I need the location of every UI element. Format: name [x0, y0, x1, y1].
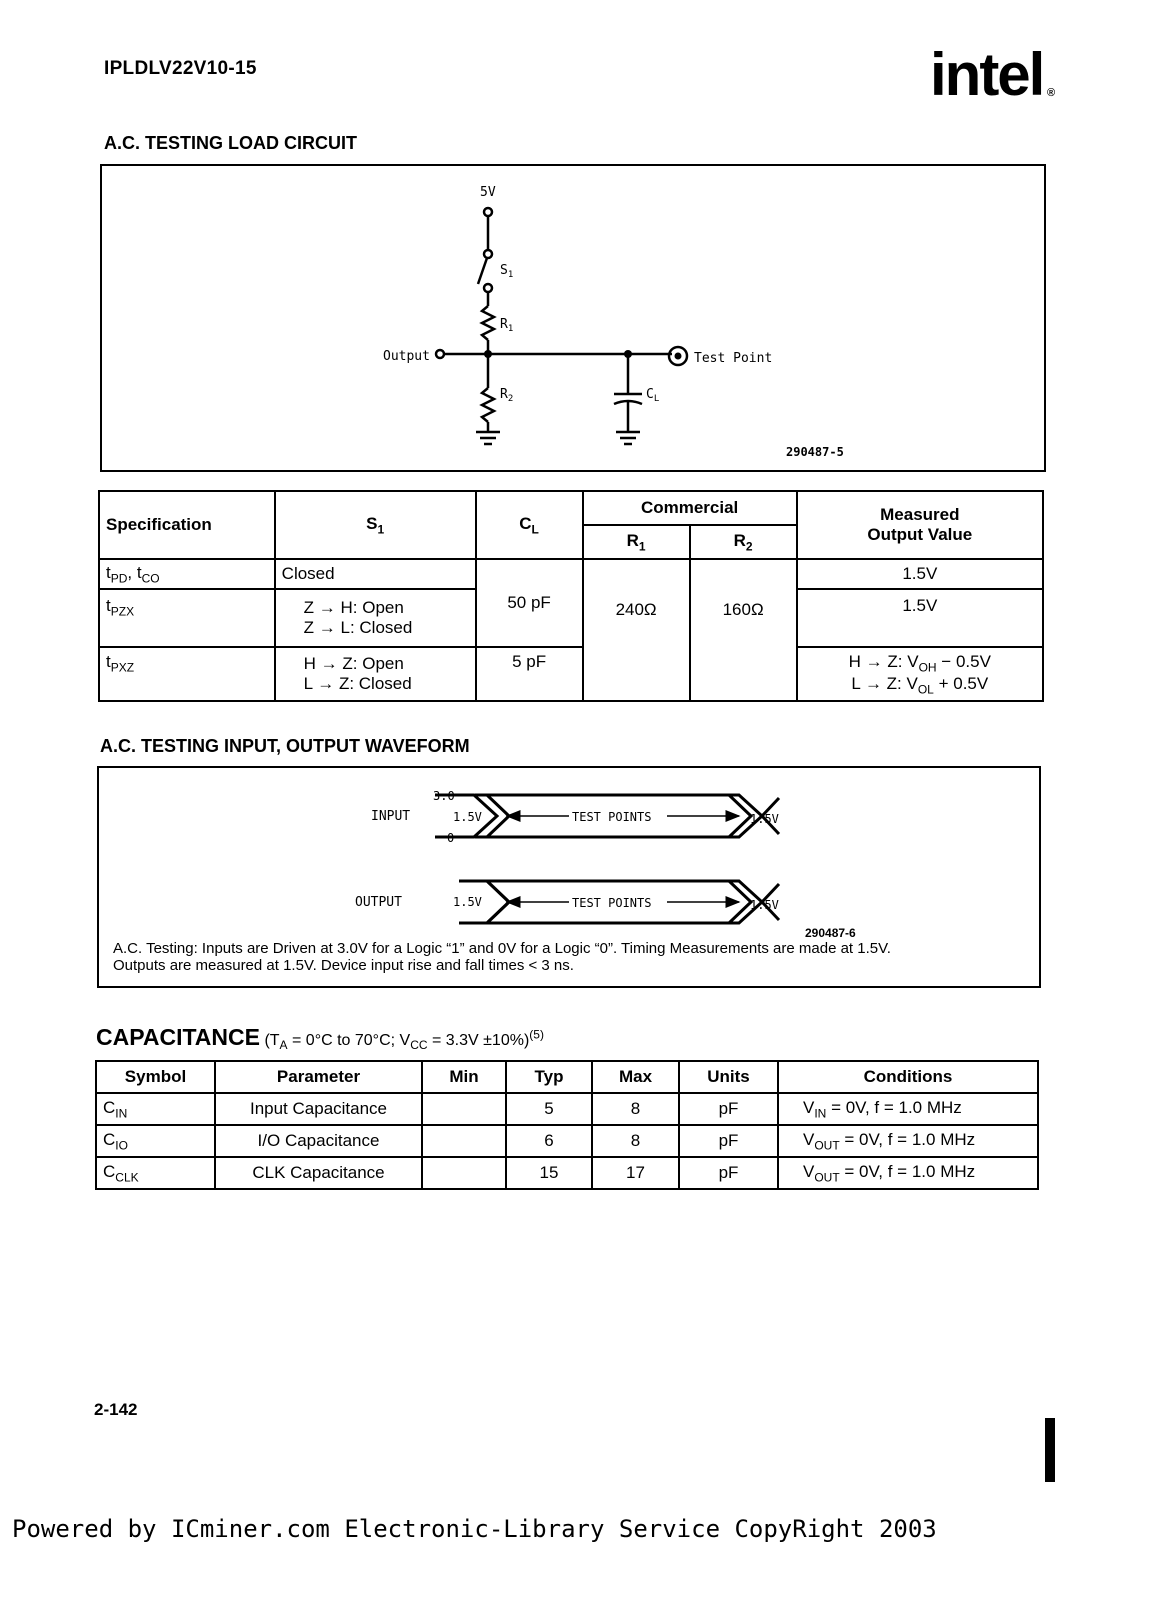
header-commercial: Commercial [583, 491, 797, 525]
waveform-figure [97, 766, 1041, 988]
table-row [96, 1093, 1038, 1125]
s1-cell: Closed [275, 559, 476, 589]
waveform-diagram [99, 768, 1039, 928]
max-cell: 17 [592, 1157, 679, 1189]
header-measured: Measured Output Value [797, 491, 1043, 559]
typ-cell: 5 [506, 1093, 592, 1125]
s1-label: $S_1$ [500, 263, 514, 280]
v-low-label: 0 [447, 831, 455, 845]
r1-label: $R_1$ [500, 317, 514, 334]
output-label: Output [383, 349, 430, 364]
col-header: Typ [506, 1061, 592, 1093]
max-cell: 8 [592, 1093, 679, 1125]
table-row [99, 559, 1043, 589]
load-circuit-diagram [102, 166, 1044, 470]
input-label: INPUT [371, 809, 411, 824]
r2-merged-cell: 160Ω [690, 559, 797, 701]
junction-dot [484, 350, 492, 358]
v-mid-right-label: 1.5V [750, 812, 779, 826]
header-r2: $R_2$ [690, 525, 797, 559]
output-cell: H → Z: $V_{OH} - 0.5V$ L → Z: $V_{OL} + 0.5V$ [797, 647, 1043, 701]
units-cell: pF [679, 1157, 778, 1189]
registered-mark: ® [1047, 87, 1056, 99]
conditions-cell: $V_{IN} = 0V$, f = 1.0 MHz [778, 1093, 1038, 1125]
min-cell [422, 1157, 506, 1189]
intel-logo: intel [930, 41, 1044, 108]
spec-table [98, 490, 1044, 702]
capacitance-table [95, 1060, 1039, 1190]
s1-cell: H → Z: Open L → Z: Closed [275, 647, 476, 701]
col-header: Max [592, 1061, 679, 1093]
header-r1: $R_1$ [583, 525, 690, 559]
watermark-text: Powered by ICminer.com Electronic-Library Service CopyRight 2003 [12, 1515, 937, 1543]
table-row [99, 647, 1043, 701]
conditions-cell: $V_{OUT} = 0V$, f = 1.0 MHz [778, 1157, 1038, 1189]
r2-label: $R_2$ [500, 387, 514, 404]
output-cell: 1.5V [797, 589, 1043, 647]
table-row [96, 1125, 1038, 1157]
symbol-cell: $C_{IO}$ [96, 1125, 215, 1157]
conditions-cell: $V_{OUT} = 0V$, f = 1.0 MHz [778, 1125, 1038, 1157]
output-cell: 1.5V [797, 559, 1043, 589]
waveform-title: A.C. TESTING INPUT, OUTPUT WAVEFORM [100, 736, 470, 756]
typ-cell: 15 [506, 1157, 592, 1189]
symbol-cell: $C_{CLK}$ [96, 1157, 215, 1189]
symbol-cell: $C_{IN}$ [96, 1093, 215, 1125]
min-cell [422, 1125, 506, 1157]
header-specification: Specification [99, 491, 275, 559]
cl-label: $C_L$ [646, 387, 660, 404]
header-cl: $C_L$ [476, 491, 583, 559]
test-point-dot [675, 353, 682, 360]
r1-merged-cell: 240Ω [583, 559, 690, 701]
figure-number: 290487-5 [786, 445, 844, 459]
waveform-note: A.C. Testing: Inputs are Driven at 3.0V for a Logic “1” and 0V for a Logic “0”. Timing Measurements are made at 1.5V. Outputs are measured at 1.5V. Device input rise and fall times < 3 ns. [113, 940, 891, 974]
test-points-label: TEST POINTS [572, 810, 652, 824]
junction-dot [624, 350, 632, 358]
col-header: Conditions [778, 1061, 1038, 1093]
units-cell: pF [679, 1125, 778, 1157]
parameter-cell: I/O Capacitance [215, 1125, 422, 1157]
typ-cell: 6 [506, 1125, 592, 1157]
test-points-label: TEST POINTS [572, 896, 652, 910]
page-edge-bar [1045, 1418, 1055, 1482]
cl-merged-cell: 50 pF [476, 559, 583, 647]
capacitance-heading: CAPACITANCE ($T_A = 0^\circ C$ to 70°C; $V_{CC} = 3.3V \pm 10\%)^{(5)}$ [96, 1024, 544, 1053]
s1-cell: Z → H: Open Z → L: Closed [275, 589, 476, 647]
output-label: OUTPUT [355, 895, 402, 910]
supply-label: 5V [480, 185, 496, 200]
col-header: Parameter [215, 1061, 422, 1093]
table-row [96, 1157, 1038, 1189]
max-cell: 8 [592, 1125, 679, 1157]
col-header: Min [422, 1061, 506, 1093]
load-circuit-figure [100, 164, 1046, 472]
parameter-cell: CLK Capacitance [215, 1157, 422, 1189]
figure-number: 290487-6 [805, 926, 856, 940]
spec-cell: $t_{PXZ}$ [99, 647, 275, 701]
parameter-cell: Input Capacitance [215, 1093, 422, 1125]
test-point-label: Test Point [694, 351, 773, 366]
v-mid-right-label: 1.5V [750, 898, 779, 912]
min-cell [422, 1093, 506, 1125]
spec-cell: $t_{PD}$, $t_{CO}$ [99, 559, 275, 589]
v-mid-label: 1.5V [453, 810, 482, 824]
page-number: 2-142 [94, 1400, 138, 1419]
part-number: IPLDLV22V10-15 [104, 58, 257, 79]
units-cell: pF [679, 1093, 778, 1125]
v-high-label: 3.0 [433, 789, 455, 803]
cl-cell: 5 pF [476, 647, 583, 701]
v-mid-label: 1.5V [453, 895, 482, 909]
col-header: Symbol [96, 1061, 215, 1093]
header-s1: $S_1$ [275, 491, 476, 559]
spec-cell: $t_{PZX}$ [99, 589, 275, 647]
load-circuit-title: A.C. TESTING LOAD CIRCUIT [104, 133, 357, 153]
col-header: Units [679, 1061, 778, 1093]
